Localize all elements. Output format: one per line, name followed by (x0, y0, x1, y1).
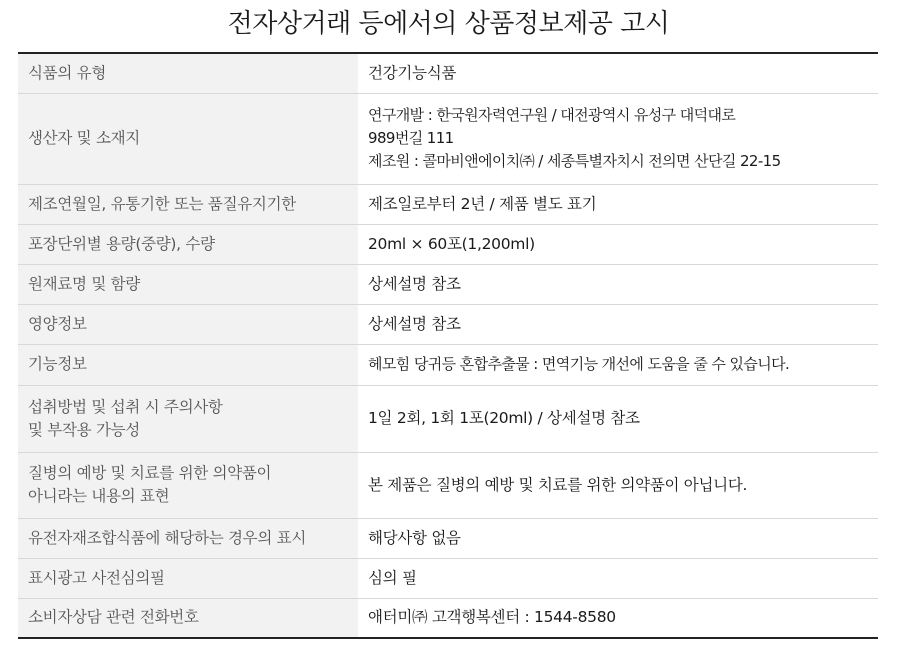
row-value-nutrition: 상세설명 참조 (358, 304, 878, 344)
product-info-table (18, 52, 878, 639)
row-label-food-type: 식품의 유형 (18, 53, 358, 93)
table-row (18, 452, 878, 518)
row-label-ad-review: 표시광고 사전심의필 (18, 558, 358, 598)
row-value-gmo: 해당사항 없음 (358, 518, 878, 558)
row-label-expiry: 제조연월일, 유통기한 또는 품질유지기한 (18, 184, 358, 224)
row-label-package: 포장단위별 용량(중량), 수량 (18, 224, 358, 264)
row-label-ingredients: 원재료명 및 함량 (18, 264, 358, 304)
table-row (18, 518, 878, 558)
row-label-gmo: 유전자재조합식품에 해당하는 경우의 표시 (18, 518, 358, 558)
row-label-function: 기능정보 (18, 344, 358, 385)
row-value-consumer-phone: 애터미㈜ 고객행복센터 : 1544-8580 (358, 598, 878, 638)
row-value-package: 20ml × 60포(1,200ml) (358, 224, 878, 264)
table-row (18, 344, 878, 385)
table-row (18, 598, 878, 638)
row-label-consumer-phone: 소비자상담 관련 전화번호 (18, 598, 358, 638)
table-row (18, 93, 878, 184)
row-label-not-medicine: 질병의 예방 및 치료를 위한 의약품이 아니라는 내용의 표현 (18, 452, 358, 518)
table-row (18, 224, 878, 264)
row-label-nutrition: 영양정보 (18, 304, 358, 344)
row-label-producer: 생산자 및 소재지 (18, 93, 358, 184)
row-value-producer: 연구개발 : 한국원자력연구원 / 대전광역시 유성구 대덕대로 989번길 111 제조원 : 콜마비앤에이치㈜ / 세종특별자치시 전의면 산단길 22-15 (358, 93, 878, 184)
row-value-food-type: 건강기능식품 (358, 53, 878, 93)
page-title: 전자상거래 등에서의 상품정보제공 고시 (227, 9, 670, 39)
table-row (18, 264, 878, 304)
table-row (18, 304, 878, 344)
row-value-intake: 1일 2회, 1회 1포(20ml) / 상세설명 참조 (358, 385, 878, 452)
row-value-ad-review: 심의 필 (358, 558, 878, 598)
row-label-intake: 섭취방법 및 섭취 시 주의사항 및 부작용 가능성 (18, 385, 358, 452)
table-row (18, 558, 878, 598)
row-value-ingredients: 상세설명 참조 (358, 264, 878, 304)
table-row (18, 53, 878, 93)
row-value-not-medicine: 본 제품은 질병의 예방 및 치료를 위한 의약품이 아닙니다. (358, 452, 878, 518)
table-row (18, 184, 878, 224)
row-value-expiry: 제조일로부터 2년 / 제품 별도 표기 (358, 184, 878, 224)
row-value-function: 헤모힘 당귀등 혼합추출물 : 면역기능 개선에 도움을 줄 수 있습니다. (358, 344, 878, 385)
table-row (18, 385, 878, 452)
